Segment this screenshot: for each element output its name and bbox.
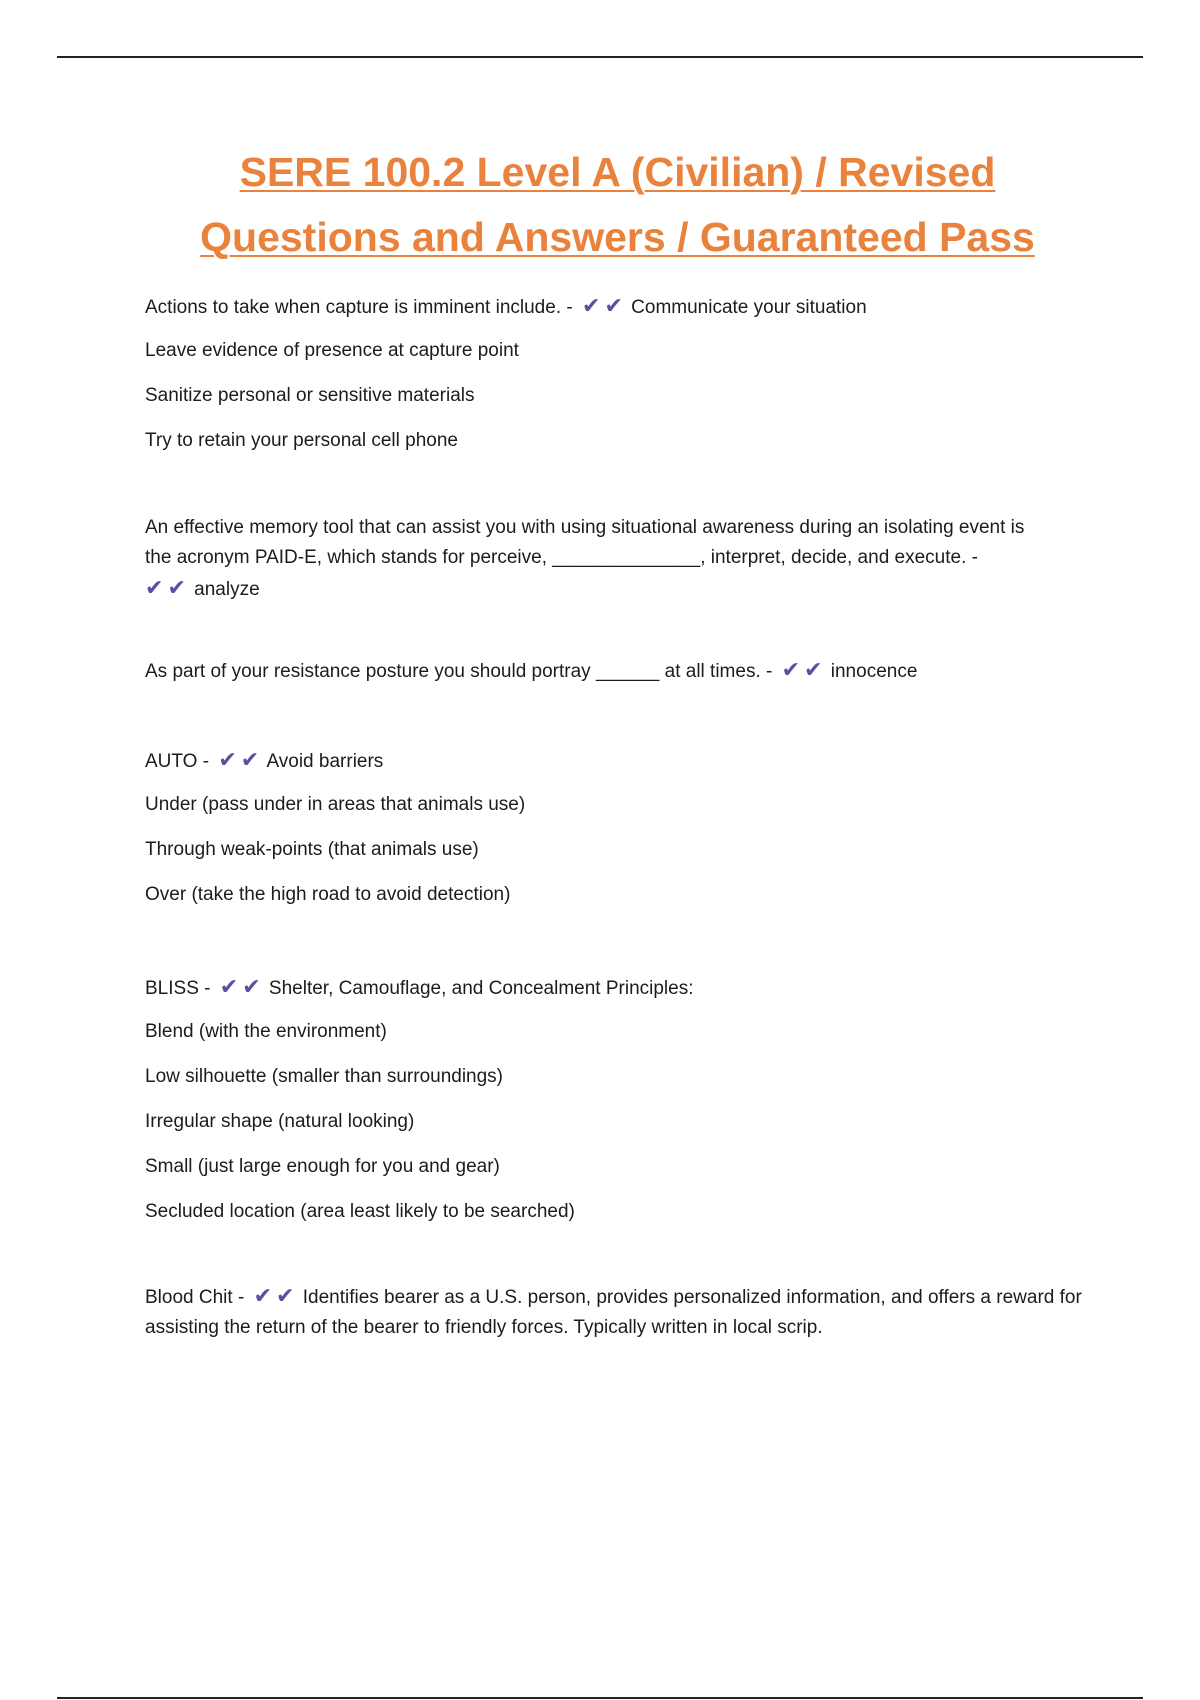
double-check-icon: ✔ ✔ <box>219 974 261 999</box>
answer-text: analyze <box>194 579 260 600</box>
question-text: the acronym PAID-E, which stands for perceive, ______________, interpret, decide, and execute. - <box>145 547 978 568</box>
qa-item-blood-chit <box>145 1281 1095 1343</box>
top-rule <box>57 56 1143 58</box>
question-text: Blood Chit - <box>145 1287 245 1308</box>
answer-line: Blend (with the environment) <box>145 1021 387 1042</box>
answer-text: Identifies bearer as a U.S. person, provides personalized information, and offers a reward for assisting the return of the bearer to friendly forces. Typically written in local scrip. <box>145 1287 1082 1338</box>
answer-line: Under (pass under in areas that animals use) <box>145 794 526 815</box>
answer-line: Through weak-points (that animals use) <box>145 839 479 860</box>
double-check-icon: ✔ ✔ <box>253 1283 295 1308</box>
qa-item-capture <box>145 288 1095 333</box>
answer-text: Avoid barriers <box>266 751 384 772</box>
answer-text: Shelter, Camouflage, and Concealment Principles: <box>268 978 694 999</box>
answer-text: Communicate your situation <box>631 297 867 318</box>
question-text: BLISS - <box>145 978 211 999</box>
qa-item-paid-e <box>145 513 1095 605</box>
document-title <box>150 140 1085 270</box>
double-check-icon: ✔ ✔ <box>218 747 260 772</box>
answer-line: Small (just large enough for you and gear) <box>145 1156 500 1177</box>
double-check-icon: ✔ ✔ <box>145 575 186 600</box>
question-text: As part of your resistance posture you should portray ______ at all times. - <box>145 661 773 682</box>
title-line-2: Questions and Answers / Guaranteed Pass <box>200 214 1035 260</box>
answer-line: Over (take the high road to avoid detection) <box>145 884 511 905</box>
answer-line: Leave evidence of presence at capture point <box>145 340 519 361</box>
question-text: Actions to take when capture is imminent include. - <box>145 297 573 318</box>
double-check-icon: ✔ ✔ <box>781 657 823 682</box>
title-line-1: SERE 100.2 Level A (Civilian) / Revised <box>239 149 996 195</box>
question-text: AUTO - <box>145 751 210 772</box>
double-check-icon: ✔ ✔ <box>582 293 623 318</box>
answer-line: Sanitize personal or sensitive materials <box>145 385 475 406</box>
answer-line: Irregular shape (natural looking) <box>145 1111 415 1132</box>
answer-line: Secluded location (area least likely to be searched) <box>145 1201 575 1222</box>
question-text: An effective memory tool that can assist you with using situational awareness during an isolating event is <box>145 517 1025 538</box>
answer-text: innocence <box>830 661 918 682</box>
answer-line: Try to retain your personal cell phone <box>145 430 458 451</box>
qa-item-resistance <box>145 652 1095 697</box>
qa-item-auto <box>145 742 1095 787</box>
qa-item-bliss <box>145 969 1095 1014</box>
answer-line: Low silhouette (smaller than surroundings) <box>145 1066 504 1087</box>
qa-content <box>145 288 1095 1343</box>
bottom-rule <box>57 1697 1143 1699</box>
